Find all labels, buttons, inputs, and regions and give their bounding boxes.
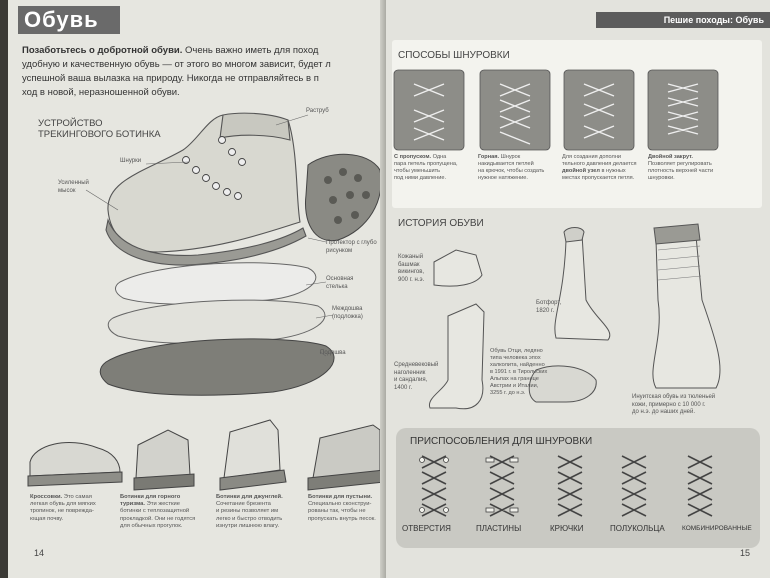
- page-number-left: 14: [34, 548, 45, 558]
- caption-line: Ботфорт,: [536, 300, 562, 306]
- caption-line: пропускать внутрь песок.: [308, 515, 376, 522]
- caption-name: Ботинки для джунглей.: [216, 494, 283, 500]
- caption-name: двойной узел: [562, 167, 600, 174]
- caption-line: Кожаный: [398, 254, 424, 260]
- intro-line: ход в новой, неразношенной обуви.: [22, 87, 180, 98]
- caption-line: рованы так, чтобы не: [308, 508, 366, 515]
- left-page: [8, 0, 386, 578]
- history-title: ИСТОРИЯ ОБУВИ: [398, 218, 484, 229]
- diagram-title-line: УСТРОЙСТВО: [38, 118, 103, 129]
- caption-line: Одна: [432, 154, 447, 160]
- caption-line: викингов,: [398, 269, 425, 275]
- label-podoshva: Подошва: [320, 350, 346, 356]
- label-shnurki: Шнурки: [120, 158, 142, 164]
- caption-name: Ботинки для горного: [120, 494, 181, 500]
- caption-line: тропинок, не поврежда-: [30, 508, 94, 515]
- caption-line: 1820 г.: [536, 307, 555, 314]
- caption-line: для обычных прогулок.: [120, 522, 183, 529]
- label-line: мысок: [58, 187, 76, 194]
- caption-line: накидывается петлей: [478, 160, 534, 167]
- lacing-devices-illustrations: [386, 0, 770, 578]
- label-line: стелька: [326, 283, 348, 290]
- label-line: Усиленный: [58, 180, 89, 186]
- device-label: ПЛАСТИНЫ: [476, 524, 522, 533]
- caption-line: 900 г. н.э.: [398, 276, 425, 283]
- label-line: рисунком: [326, 247, 353, 254]
- caption-line: ботинки с теплозащитной: [120, 508, 190, 515]
- label-line: Основная: [326, 276, 354, 282]
- label-line: Междошва: [332, 306, 363, 312]
- caption-line: и сандалия,: [394, 377, 428, 383]
- caption-line: Шнурок: [500, 154, 521, 160]
- lacing-devices-labels: [400, 524, 760, 536]
- intro-line: успешной ваша вылазка на природу. Никогда не отправляйтесь в п: [22, 73, 319, 84]
- caption-name: Двойной закрут.: [648, 154, 693, 160]
- caption-line: кожи, примерно с 10 000 г.: [632, 401, 706, 408]
- running-header: Пешие походы: Обувь: [596, 12, 770, 28]
- caption-line: Для создания дополни: [562, 154, 622, 160]
- caption-line: Инуитская обувь из тюленьей: [632, 394, 716, 400]
- caption-name: туризма.: [120, 501, 146, 508]
- diagram-title-line: ТРЕКИНГОВОГО БОТИНКА: [38, 129, 161, 141]
- caption-line: плотность верхней части: [648, 167, 714, 174]
- caption-line: наголенник: [394, 369, 426, 376]
- shoe-types-illustrations: [8, 0, 386, 578]
- caption-line: легкая обувь для мягких: [30, 501, 96, 508]
- caption-line: прокладкой. Они не годятся: [120, 515, 196, 522]
- caption-name: Кроссовки.: [30, 494, 63, 500]
- caption-line: легко и быстро отводить: [216, 515, 283, 522]
- shoe-caption-jungle: [216, 494, 308, 530]
- caption-line: 1400 г.: [394, 384, 413, 391]
- caption-line: под ними давление.: [394, 174, 447, 181]
- shoe-caption-mountain: [120, 494, 216, 530]
- caption-line: башмак: [398, 261, 420, 268]
- caption-line: ющая почву.: [30, 515, 64, 522]
- caption-line: шнуровки.: [648, 174, 675, 181]
- intro-line: удобную и качественную обувь — от этого во многом зависит, будет л: [22, 59, 331, 70]
- caption-line: пара петель пропущена,: [394, 160, 458, 167]
- caption-line: Это самая: [63, 494, 92, 500]
- caption-line: Сочетание брезента: [216, 501, 271, 508]
- caption-line: тельного давления делается: [562, 160, 637, 167]
- caption-line: Альпах на границе: [490, 375, 539, 382]
- device-label: ПОЛУКОЛЬЦА: [610, 524, 665, 533]
- caption-line: Эти жесткие: [146, 501, 180, 508]
- caption-line: в нужных: [601, 167, 626, 174]
- caption-line: местах пропускается петля.: [562, 174, 635, 181]
- caption-line: чтобы уменьшить: [394, 167, 441, 174]
- caption-line: Австрии и Италии,: [490, 382, 539, 389]
- page-number-right: 15: [740, 548, 751, 558]
- caption-name: С пропуском.: [394, 154, 432, 160]
- shoe-caption-sneakers: [30, 494, 120, 523]
- device-label: КОМБИНИРОВАННЫЕ: [682, 525, 752, 532]
- caption-line: Обувь Отци, ледяно: [490, 348, 543, 354]
- label-line: Протектор с глубо: [326, 240, 377, 246]
- caption-name: Горная.: [478, 154, 500, 160]
- right-page: [386, 0, 770, 578]
- caption-line: Средневековый: [394, 362, 439, 368]
- caption-line: в 1991 г. в Тирольских: [490, 368, 548, 375]
- caption-line: Позволяет регулировать: [648, 160, 712, 167]
- caption-line: изнутри лишнюю влагу.: [216, 522, 280, 529]
- caption-line: 3255 г. до н.э.: [490, 389, 526, 396]
- caption-line: и резины позволяет им: [216, 508, 279, 515]
- shoe-caption-desert: [308, 494, 386, 523]
- device-label: ОТВЕРСТИЯ: [402, 524, 451, 533]
- intro-line: Очень важно иметь для поход: [185, 45, 319, 56]
- page-title: Обувь: [18, 6, 120, 34]
- caption-name: Ботинки для пустыни.: [308, 494, 373, 500]
- caption-line: халколита, найденно: [490, 361, 545, 368]
- intro-bold: Позаботьтесь о добротной обуви.: [22, 45, 183, 56]
- lacing-methods-title: СПОСОБЫ ШНУРОВКИ: [398, 50, 510, 61]
- label-line: (подложка): [332, 313, 363, 320]
- caption-line: типа человека эпох: [490, 354, 541, 361]
- caption-line: на крючок, чтобы создать: [478, 167, 545, 174]
- device-label: КРЮЧКИ: [550, 524, 584, 533]
- caption-line: Специально сконструи-: [308, 501, 372, 508]
- caption-line: нужное натяжение.: [478, 174, 528, 181]
- lacing-devices-title: ПРИСПОСОБЛЕНИЯ ДЛЯ ШНУРОВКИ: [410, 436, 593, 447]
- label-rastrub: Раструб: [306, 108, 329, 114]
- caption-line: до н.э. до наших дней.: [632, 409, 696, 415]
